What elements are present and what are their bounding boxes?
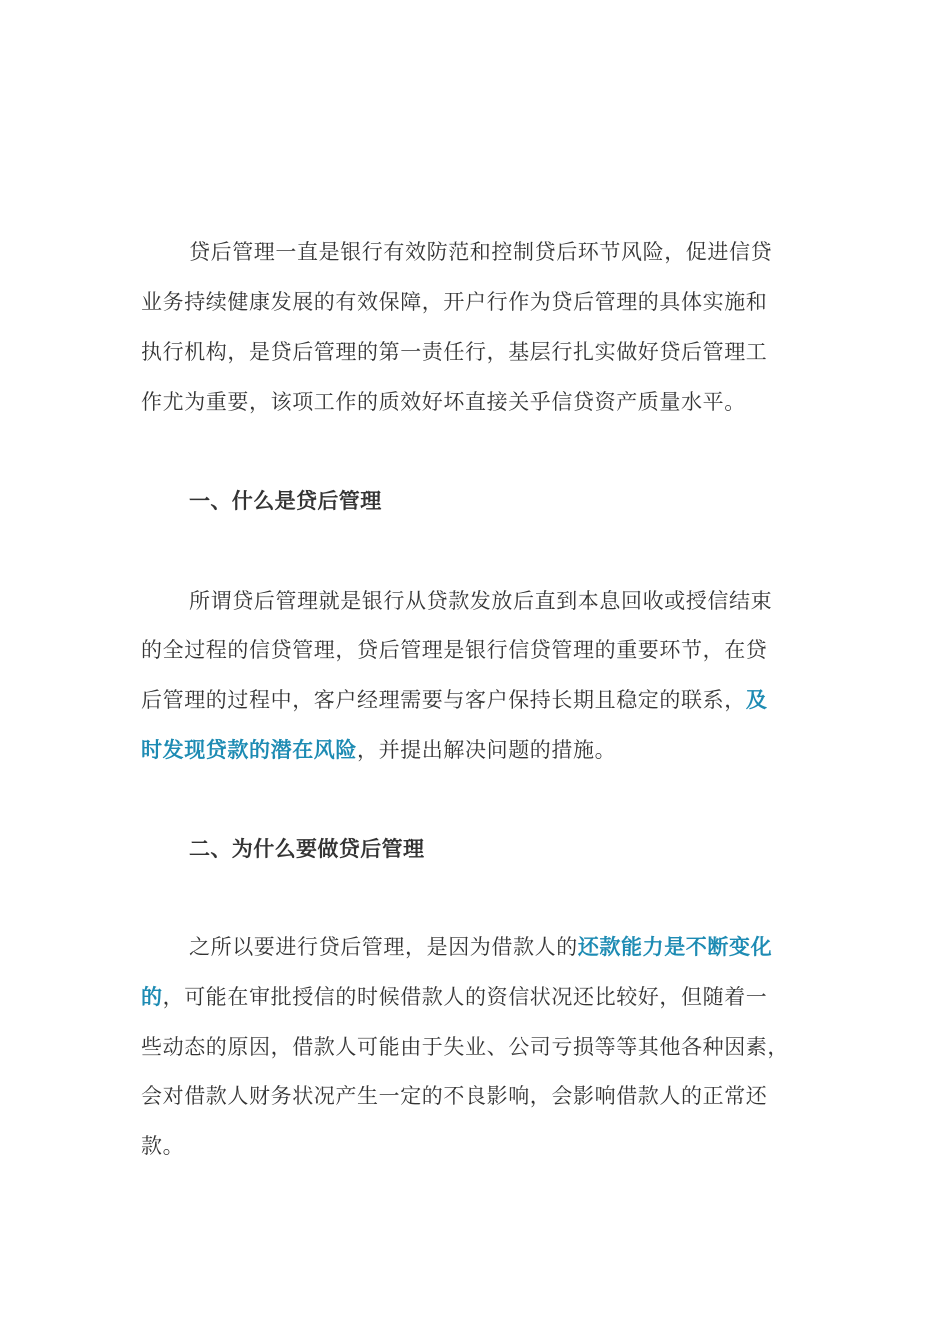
text-run: 之所以要进行贷后管理，是因为借款人的 — [189, 935, 578, 959]
text-run: 所谓贷后管理就是银行从贷款发放后直到本息回收或授信结束 — [189, 589, 773, 613]
paragraph-2-line-4 — [141, 736, 616, 764]
highlight-text: 还款能力是不断变化 — [577, 935, 773, 959]
text-run: 些动态的原因，借款人可能由于失业、公司亏损等等其他各种因素， — [141, 1035, 789, 1059]
text-run: ，可能在审批授信的时候借款人的资信状况还比较好，但随着一 — [162, 985, 768, 1009]
paragraph-1-line-3 — [141, 338, 767, 366]
paragraph-2-line-3 — [141, 686, 767, 714]
paragraph-1-line-2 — [141, 288, 767, 316]
paragraph-1-line-1 — [189, 238, 772, 266]
paragraph-2-line-1 — [189, 587, 772, 615]
paragraph-3-line-4 — [141, 1082, 767, 1110]
highlight-text: 时发现贷款的潜在风险 — [141, 738, 357, 762]
highlight-text: 的 — [141, 985, 163, 1009]
heading-text: 二、为什么要做贷后管理 — [189, 837, 425, 861]
text-run: 后管理的过程中，客户经理需要与客户保持长期且稳定的联系， — [141, 688, 746, 712]
paragraph-3-line-2 — [141, 983, 767, 1011]
text-run: 贷后管理一直是银行有效防范和控制贷后环节风险，促进信贷 — [189, 240, 773, 264]
text-run: 执行机构，是贷后管理的第一责任行，基层行扎实做好贷后管理工 — [141, 340, 768, 364]
text-run: 业务持续健康发展的有效保障，开户行作为贷后管理的具体实施和 — [141, 290, 768, 314]
text-run: ，并提出解决问题的措施。 — [357, 738, 617, 762]
heading-text: 一、什么是贷后管理 — [189, 489, 382, 513]
text-run: 作尤为重要，该项工作的质效好坏直接关乎信贷资产质量水平。 — [141, 390, 746, 414]
highlight-text: 及 — [745, 688, 768, 712]
paragraph-3-line-5 — [141, 1132, 184, 1160]
text-run: 会对借款人财务状况产生一定的不良影响，会影响借款人的正常还 — [141, 1084, 768, 1108]
text-run: 款。 — [141, 1134, 185, 1158]
section-heading-2 — [189, 835, 424, 863]
paragraph-1-line-4 — [141, 388, 746, 416]
text-run: 的全过程的信贷管理，贷后管理是银行信贷管理的重要环节，在贷 — [141, 638, 768, 662]
paragraph-2-line-2 — [141, 636, 767, 664]
paragraph-3-line-3 — [141, 1033, 789, 1061]
paragraph-3-line-1 — [189, 933, 772, 961]
section-heading-1 — [189, 487, 382, 515]
